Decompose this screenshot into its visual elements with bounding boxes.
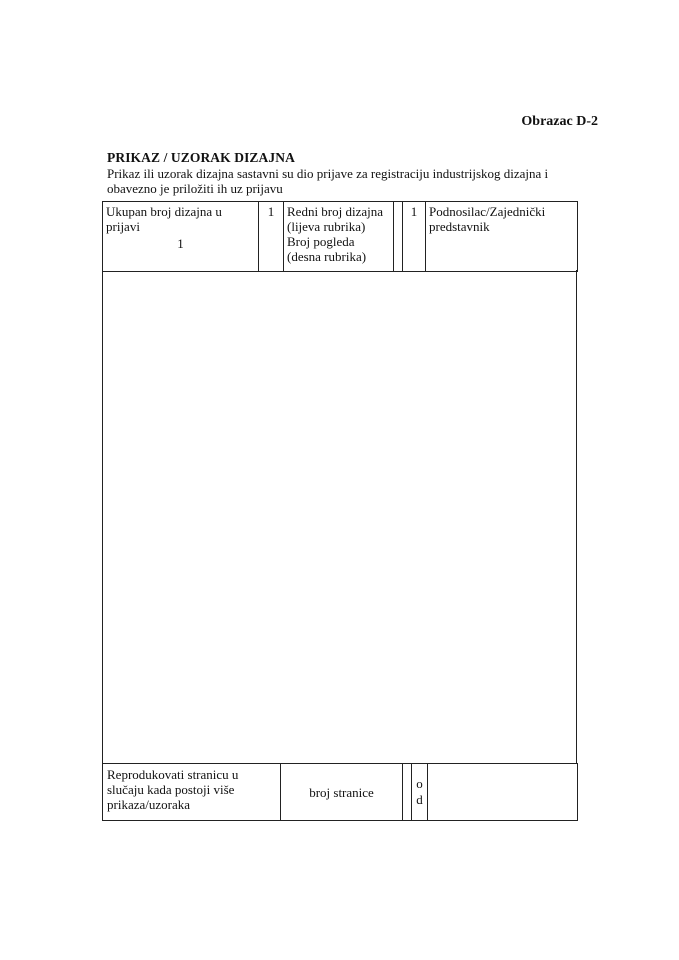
serial-number-cell [284,202,394,272]
serial-label-2: (lijeva rubrika) [287,219,366,234]
view-number-narrow-cell[interactable] [394,202,403,272]
page-number-field[interactable] [403,764,412,821]
total-designs-value: 1 [177,236,184,251]
total-designs-label-1: Ukupan broj dizajna u [106,204,222,219]
total-designs-label-2: prijavi [106,219,140,234]
applicant-label-2: predstavnik [429,219,490,234]
serial-label-3: Broj pogleda [287,234,355,249]
page-info-table [102,763,578,821]
of-label-d: d [416,792,423,807]
serial-label-1: Redni broj dizajna [287,204,384,219]
reproduce-note-2: slučaju kada postoji više [107,782,235,797]
description-line-1: Prikaz ili uzorak dizajna sastavni su dio prijave za registraciju industrijskog dizajna i [107,166,549,181]
design-number-value: 1 [267,204,275,219]
view-number-value: 1 [410,204,418,219]
reproduce-note-1: Reprodukovati stranicu u [107,767,239,782]
applicant-cell[interactable] [426,202,578,272]
design-drawing-area[interactable] [102,270,577,764]
page-number-label-cell [281,764,403,821]
form-description [107,166,587,196]
page-number-label: broj stranice [309,784,374,800]
reproduce-note-cell [103,764,281,821]
serial-label-4: (desna rubrika) [287,249,367,264]
view-number-cell[interactable] [403,202,426,272]
description-line-2: obavezno je priložiti ih uz prijavu [107,181,283,196]
of-label-cell [412,764,428,821]
form-heading: PRIKAZ / UZORAK DIZAJNA [107,150,295,165]
total-designs-cell[interactable] [103,202,259,272]
design-info-table [102,201,578,272]
applicant-label-1: Podnosilac/Zajednički [429,204,546,219]
form-code: Obrazac D-2 [521,114,598,129]
total-pages-field[interactable] [428,764,578,821]
design-number-cell[interactable] [259,202,284,272]
of-label-o: o [416,776,423,791]
reproduce-note-3: prikaza/uzoraka [107,797,191,812]
